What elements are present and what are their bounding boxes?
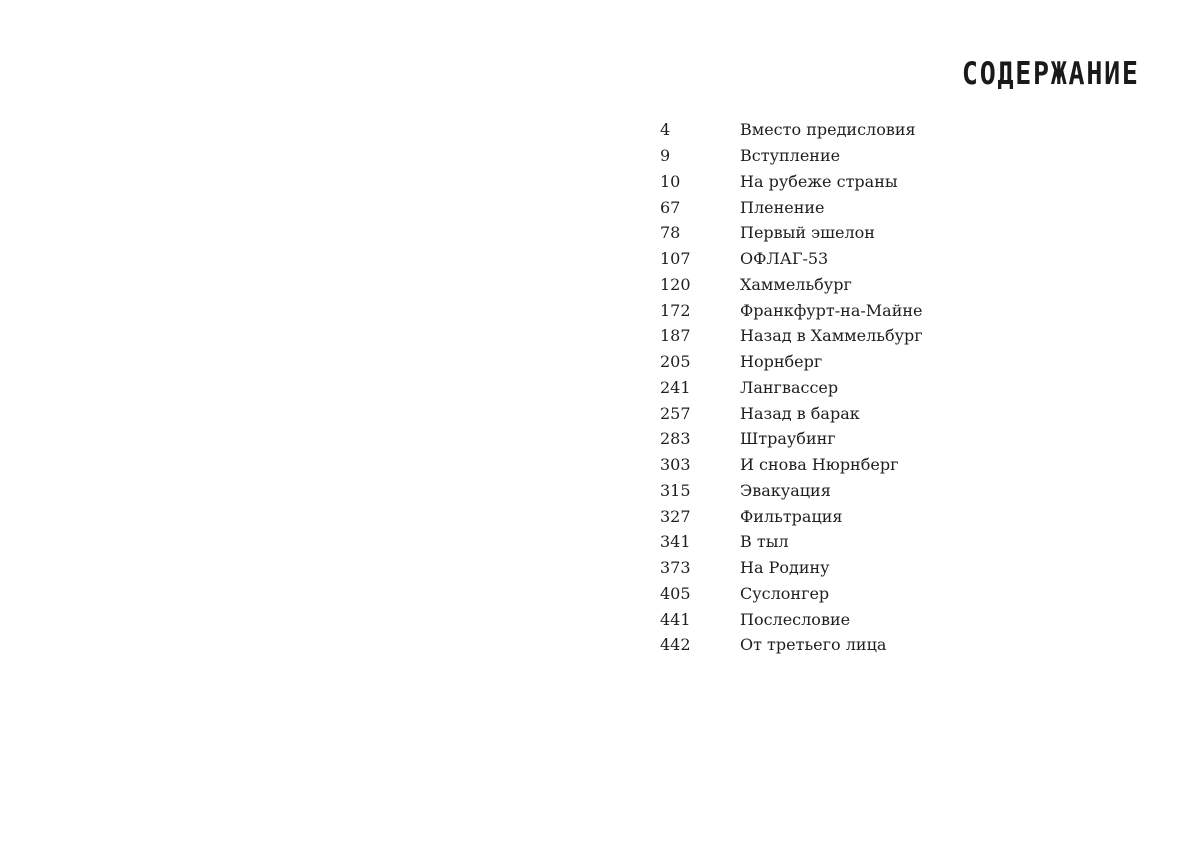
toc-entry: [660, 529, 923, 555]
toc-entry: [660, 632, 923, 658]
toc-page-number: 10: [660, 171, 681, 191]
toc-chapter-title: На Родину: [740, 558, 830, 578]
toc-chapter-title: На рубеже страны: [740, 171, 898, 191]
toc-entry: [660, 297, 923, 323]
toc-chapter-title: Штраубинг: [740, 429, 836, 449]
toc-entry: [660, 452, 923, 478]
page-title: СОДЕРЖАНИЕ: [962, 56, 1140, 92]
toc-page-number: 172: [660, 300, 691, 320]
toc-page-number: 257: [660, 403, 691, 423]
toc-page-number: 405: [660, 583, 691, 603]
toc-chapter-title: ОФЛАГ-53: [740, 249, 829, 269]
toc-entry: [660, 581, 923, 607]
toc-chapter-title: Вместо предисловия: [740, 120, 916, 140]
toc-page-number: 341: [660, 532, 691, 552]
toc-page-number: 67: [660, 197, 681, 217]
toc-entry: [660, 555, 923, 581]
toc-page-number: 303: [660, 455, 691, 475]
toc-entry: [660, 117, 923, 143]
table-of-contents: [660, 117, 923, 658]
toc-entry: [660, 375, 923, 401]
toc-entry: [660, 272, 923, 298]
toc-entry: [660, 400, 923, 426]
toc-page-number: 120: [660, 274, 691, 294]
toc-page-number: 241: [660, 377, 691, 397]
toc-chapter-title: Послесловие: [740, 609, 851, 629]
toc-chapter-title: Франкфурт-на-Майне: [740, 300, 923, 320]
toc-page-number: 442: [660, 635, 691, 655]
toc-page-number: 9: [660, 146, 671, 166]
toc-entry: [660, 143, 923, 169]
toc-chapter-title: Вступление: [740, 146, 841, 166]
toc-entry: [660, 503, 923, 529]
toc-chapter-title: Лангвассер: [740, 377, 839, 397]
toc-chapter-title: Первый эшелон: [740, 223, 875, 243]
toc-page-number: 373: [660, 558, 691, 578]
toc-page-number: 205: [660, 352, 691, 372]
toc-chapter-title: Эвакуация: [740, 480, 831, 500]
toc-chapter-title: Норнберг: [740, 352, 823, 372]
toc-page-number: 327: [660, 506, 691, 526]
toc-chapter-title: Фильтрация: [740, 506, 843, 526]
toc-chapter-title: Суслонгер: [740, 583, 830, 603]
toc-chapter-title: Хаммельбург: [740, 274, 852, 294]
toc-chapter-title: Пленение: [740, 197, 825, 217]
toc-entry: [660, 194, 923, 220]
toc-page-number: 78: [660, 223, 681, 243]
toc-entry: [660, 246, 923, 272]
toc-entry: [660, 169, 923, 195]
toc-entry: [660, 323, 923, 349]
toc-page-number: 4: [660, 120, 671, 140]
toc-chapter-title: Назад в барак: [740, 403, 860, 423]
toc-page-number: 107: [660, 249, 691, 269]
toc-chapter-title: И снова Нюрнберг: [740, 455, 899, 475]
toc-chapter-title: В тыл: [740, 532, 789, 552]
toc-page-number: 187: [660, 326, 691, 346]
toc-entry: [660, 220, 923, 246]
toc-entry: [660, 606, 923, 632]
toc-page-number: 441: [660, 609, 691, 629]
toc-chapter-title: Назад в Хаммельбург: [740, 326, 923, 346]
toc-page-number: 283: [660, 429, 691, 449]
toc-page-number: 315: [660, 480, 691, 500]
toc-entry: [660, 478, 923, 504]
toc-chapter-title: От третьего лица: [740, 635, 887, 655]
toc-entry: [660, 426, 923, 452]
toc-entry: [660, 349, 923, 375]
